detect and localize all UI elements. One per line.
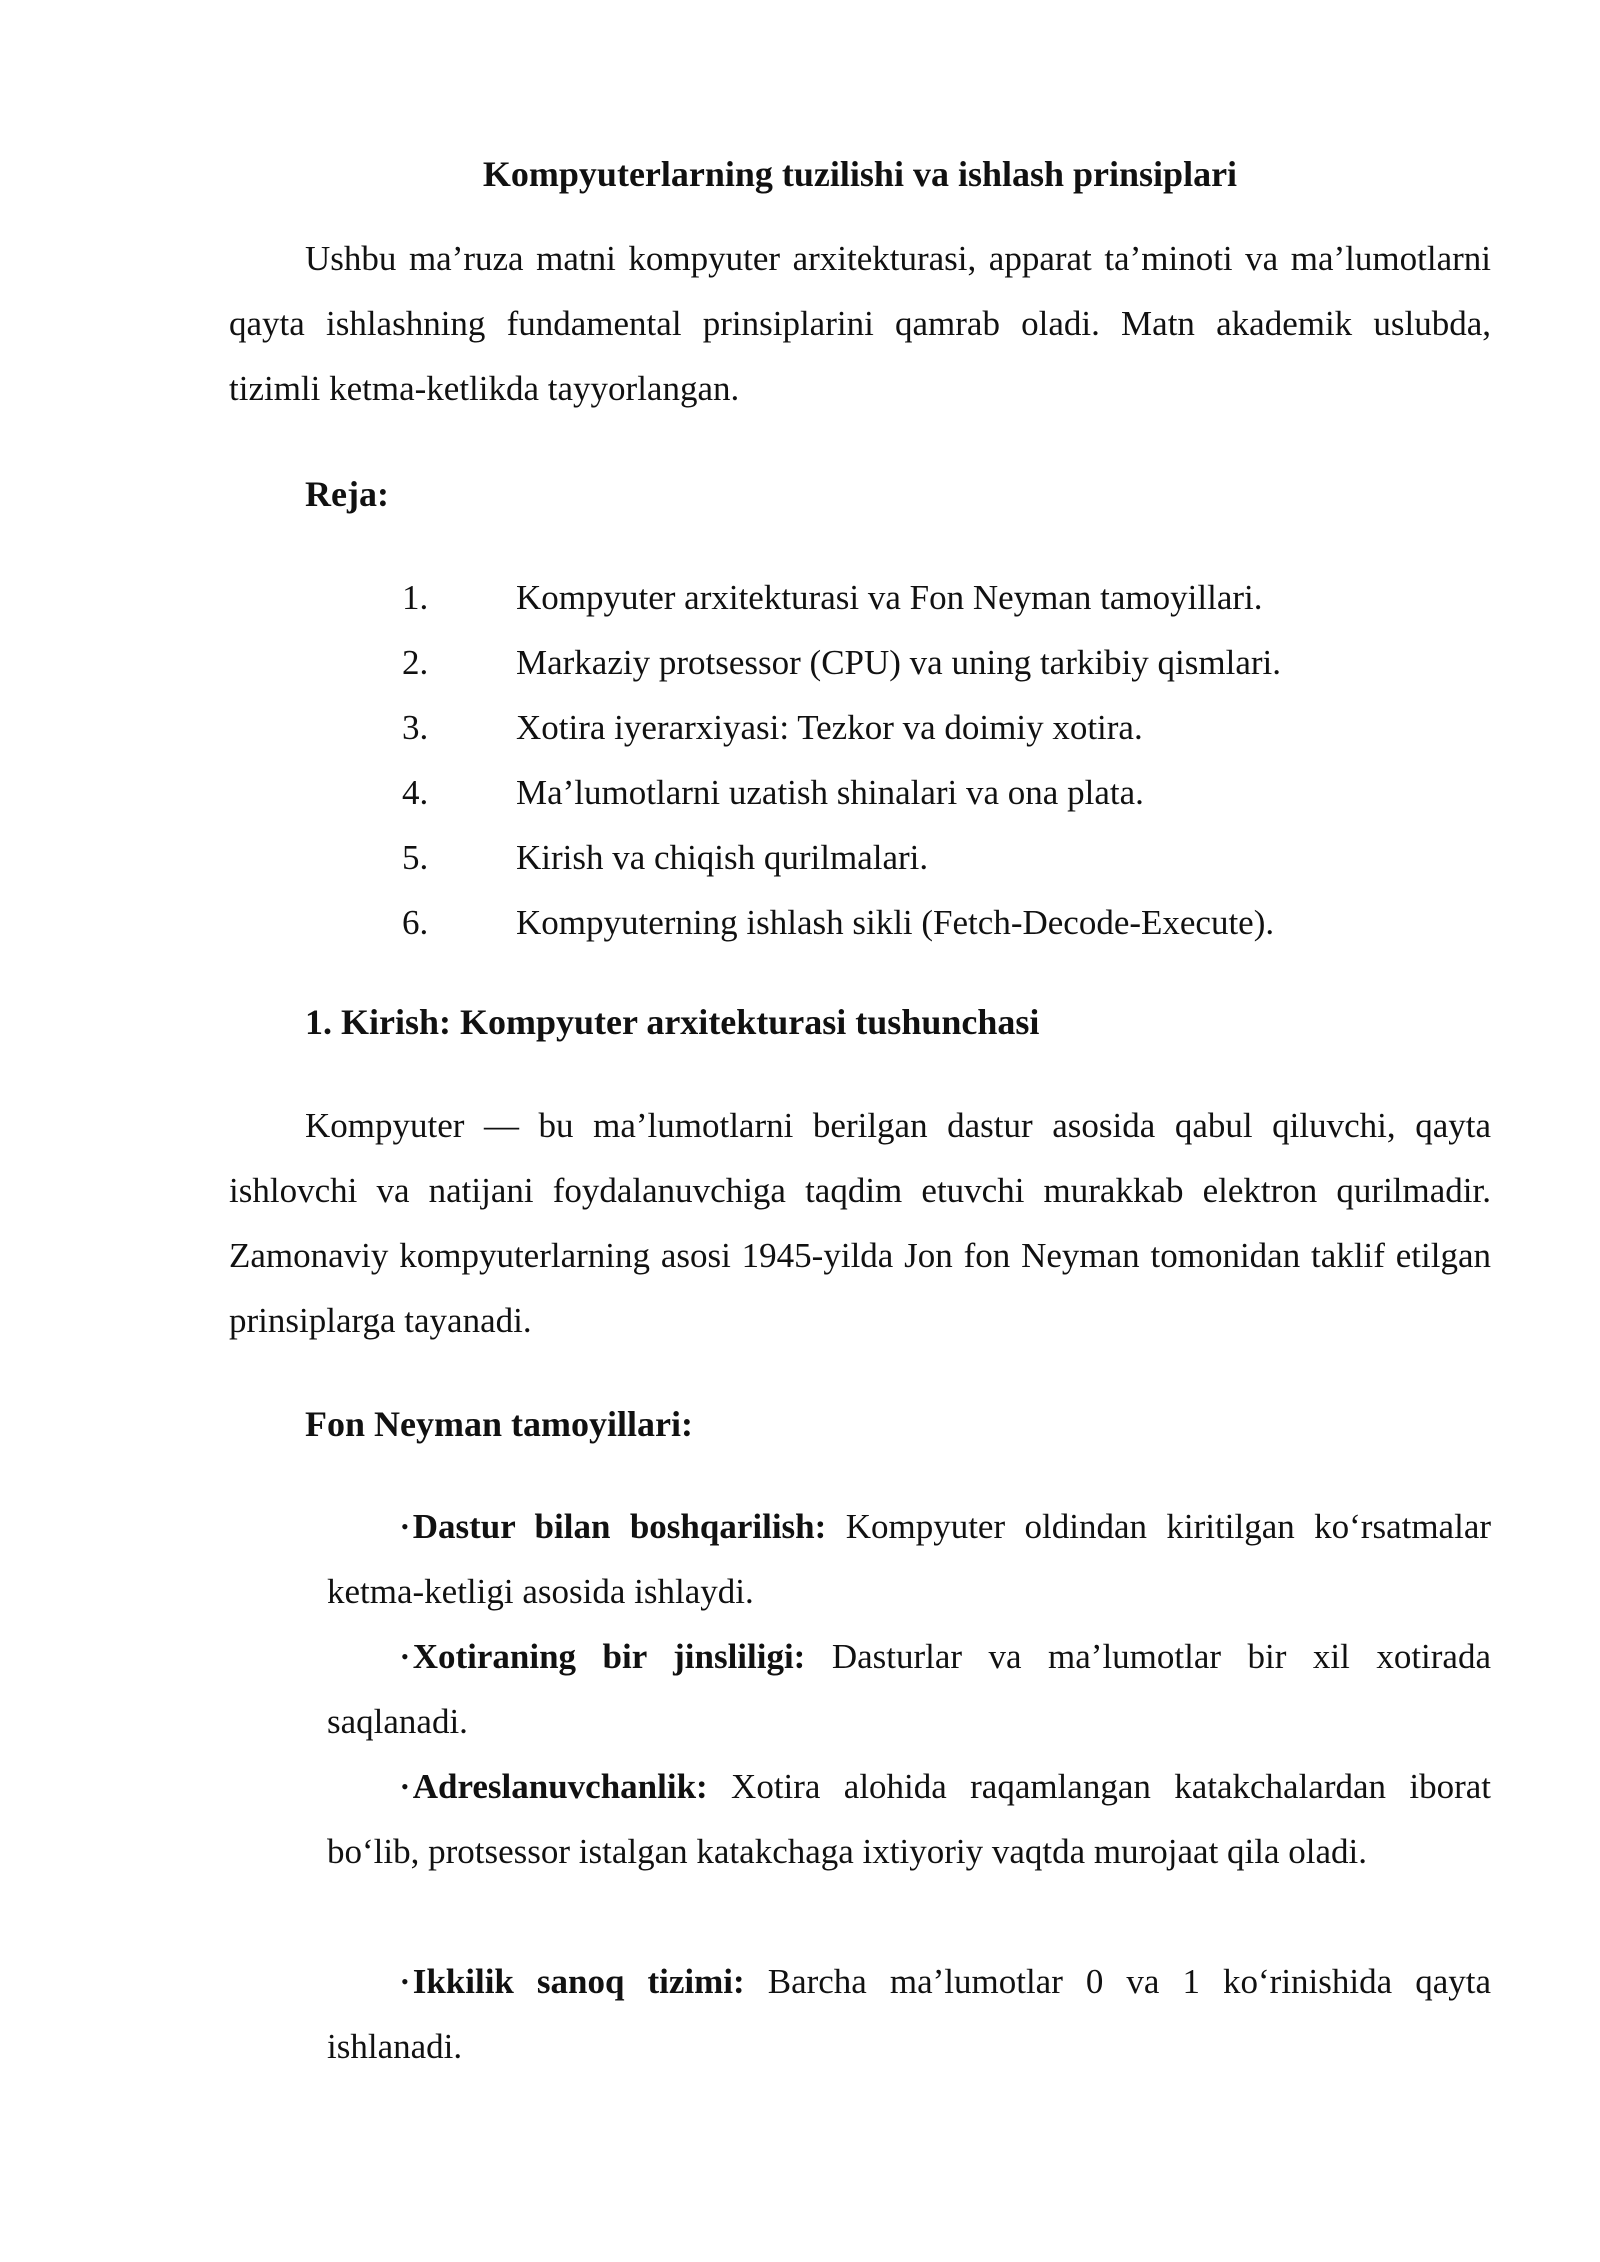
plan-item-text: Kompyuterning ishlash sikli (Fetch-Decode-Execute). xyxy=(516,903,1275,942)
principle-text: Barcha ma’lumotlar 0 va 1 ko‘rinishida qayta ishlanadi. xyxy=(327,1962,1491,2066)
principle-label: Dastur bilan boshqarilish: xyxy=(412,1507,827,1546)
bullet-icon: • xyxy=(401,1644,409,1669)
plan-item xyxy=(402,565,1262,630)
principle-item xyxy=(327,1754,1491,1884)
plan-item-number: 6. xyxy=(402,903,429,942)
bullet-icon: • xyxy=(401,1774,409,1799)
plan-item-text: Markaziy protsessor (CPU) va uning tarkibiy qismlari. xyxy=(516,643,1282,682)
principles-heading: Fon Neyman tamoyillari: xyxy=(305,1404,693,1444)
plan-item xyxy=(402,630,1281,695)
principle-label: Ikkilik sanoq tizimi: xyxy=(412,1962,745,2001)
plan-item xyxy=(402,890,1274,955)
plan-item-number: 2. xyxy=(402,643,429,682)
principle-label: Adreslanuvchanlik: xyxy=(412,1767,708,1806)
principle-item xyxy=(327,1624,1491,1754)
principle-item xyxy=(327,1494,1491,1624)
intro-paragraph: Ushbu ma’ruza matni kompyuter arxitekturasi, apparat ta’minoti va ma’lumotlarni qayta ishlashning fundamental prinsiplarini qamrab oladi. Matn akademik uslubda, tizimli ketma-ketlikda tayyorlangan. xyxy=(229,239,1491,408)
plan-item xyxy=(402,760,1144,825)
plan-item-text: Ma’lumotlarni uzatish shinalari va ona plata. xyxy=(516,773,1144,812)
plan-item-text: Xotira iyerarxiyasi: Tezkor va doimiy xotira. xyxy=(516,708,1143,747)
principle-item xyxy=(327,1949,1491,2079)
bullet-icon: • xyxy=(401,1969,409,1994)
plan-item-number: 5. xyxy=(402,838,429,877)
plan-item-number: 4. xyxy=(402,773,429,812)
principle-text: Kompyuter oldindan kiritilgan ko‘rsatmalar ketma-ketligi asosida ishlaydi. xyxy=(327,1507,1492,1611)
principle-label: Xotiraning bir jinsliligi: xyxy=(412,1637,806,1676)
plan-item-text: Kirish va chiqish qurilmalari. xyxy=(516,838,929,877)
plan-heading: Reja: xyxy=(305,474,389,514)
section-paragraph: Kompyuter — bu ma’lumotlarni berilgan dastur asosida qabul qiluvchi, qayta ishlovchi va natijani foydalanuvchiga taqdim etuvchi murakkab elektron qurilmadir. Zamonaviy kompyuterlarning asosi 1945-yilda Jon fon Neyman tomonidan taklif etilgan prinsiplarga tayanadi. xyxy=(229,1106,1491,1340)
principle-text: Xotira alohida raqamlangan katakchalardan iborat bo‘lib, protsessor istalgan katakchaga ixtiyoriy vaqtda murojaat qila oladi. xyxy=(327,1767,1491,1871)
principle-text: Dasturlar va ma’lumotlar bir xil xotirada saqlanadi. xyxy=(327,1637,1491,1741)
bullet-icon: • xyxy=(401,1514,409,1539)
document-title: Kompyuterlarning tuzilishi va ishlash prinsiplari xyxy=(482,154,1238,194)
plan-item xyxy=(402,695,1143,760)
plan-item-text: Kompyuter arxitekturasi va Fon Neyman tamoyillari. xyxy=(516,578,1263,617)
plan-item xyxy=(402,825,928,890)
plan-item-number: 3. xyxy=(402,708,429,747)
plan-item-number: 1. xyxy=(402,578,429,617)
section-heading: 1. Kirish: Kompyuter arxitekturasi tushunchasi xyxy=(305,1002,1040,1042)
